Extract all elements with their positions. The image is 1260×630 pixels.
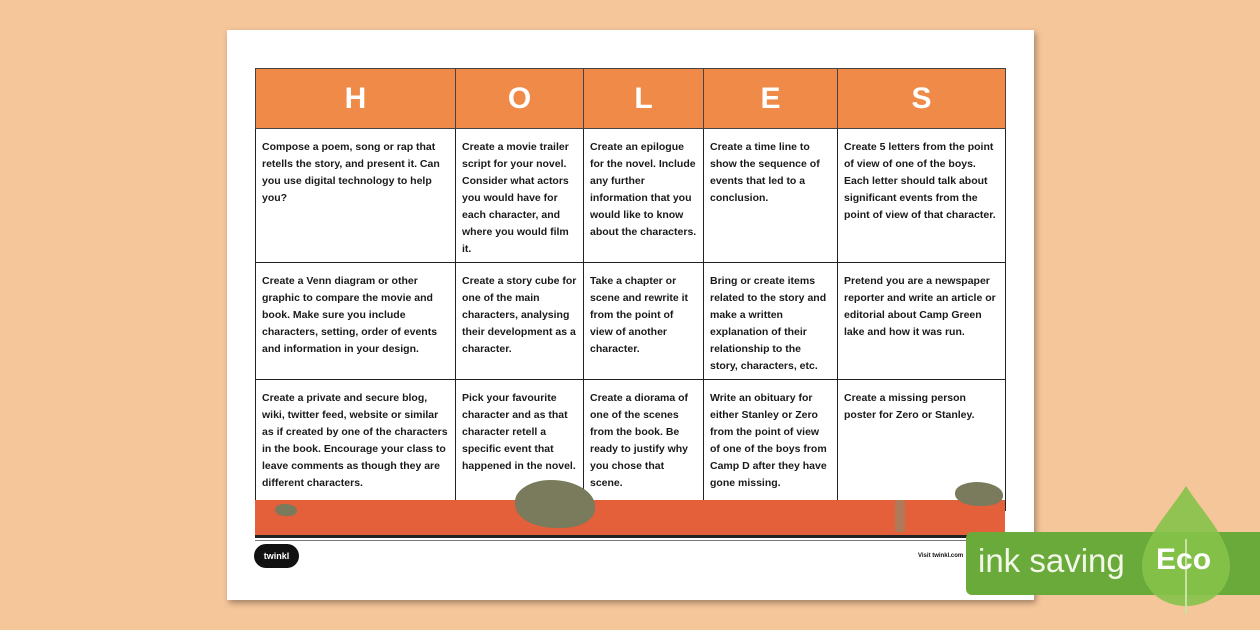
- activity-cell: Create a time line to show the sequence of events that led to a conclusion.: [704, 129, 838, 263]
- activity-cell: Create 5 letters from the point of view of one of the boys. Each letter should talk about significant events from the point of view of that character.: [838, 129, 1006, 263]
- eco-label: Eco: [1156, 543, 1212, 576]
- activity-cell: Create a diorama of one of the scenes from the book. Be ready to justify why you chose that scene.: [584, 380, 704, 511]
- activity-cell: Create a missing person poster for Zero or Stanley.: [838, 380, 1006, 511]
- desert-illustration-strip: [255, 500, 1005, 538]
- header-h: H: [256, 69, 456, 129]
- post-illustration: [895, 500, 905, 532]
- ink-saving-label: ink saving: [978, 542, 1125, 579]
- holes-activity-grid: [255, 68, 1006, 511]
- activity-cell: Write an obituary for either Stanley or Zero from the point of view of one of the boys from Camp D after they have gone missing.: [704, 380, 838, 511]
- header-s: S: [838, 69, 1006, 129]
- table-row: [256, 129, 1006, 263]
- activity-cell: Create an epilogue for the novel. Include any further information that you would like to know about the characters.: [584, 129, 704, 263]
- activity-cell: Create a private and secure blog, wiki, twitter feed, website or similar as if created by one of the characters in the book. Encourage your class to leave comments as though they are different characters.: [256, 380, 456, 511]
- footer-divider: [255, 540, 1005, 541]
- activity-cell: Create a Venn diagram or other graphic to compare the movie and book. Make sure you include characters, setting, order of events and information in your design.: [256, 263, 456, 380]
- activity-cell: Pick your favourite character and as that character retell a specific event that happened in the novel.: [456, 380, 584, 511]
- footer-text: Visit twinkl.com: [918, 553, 964, 559]
- rock-illustration: [955, 482, 1003, 506]
- activity-cell: Bring or create items related to the story and make a written explanation of their relationship to the story, characters, etc.: [704, 263, 838, 380]
- activity-cell: Create a movie trailer script for your novel. Consider what actors you would have for each character, and where you would film it.: [456, 129, 584, 263]
- activity-cell: Compose a poem, song or rap that retells the story, and present it. Can you use digital technology to help you?: [256, 129, 456, 263]
- header-o: O: [456, 69, 584, 129]
- header-row: [256, 69, 1006, 129]
- activity-cell: Pretend you are a newspaper reporter and write an article or editorial about Camp Green lake and how it was run.: [838, 263, 1006, 380]
- header-l: L: [584, 69, 704, 129]
- table-row: [256, 263, 1006, 380]
- activity-cell: Create a story cube for one of the main characters, analysing their development as a character.: [456, 263, 584, 380]
- table-row: [256, 380, 1006, 511]
- activity-cell: Take a chapter or scene and rewrite it from the point of view of another character.: [584, 263, 704, 380]
- rock-illustration: [275, 504, 297, 516]
- header-e: E: [704, 69, 838, 129]
- twinkl-logo: twinkl: [254, 544, 299, 568]
